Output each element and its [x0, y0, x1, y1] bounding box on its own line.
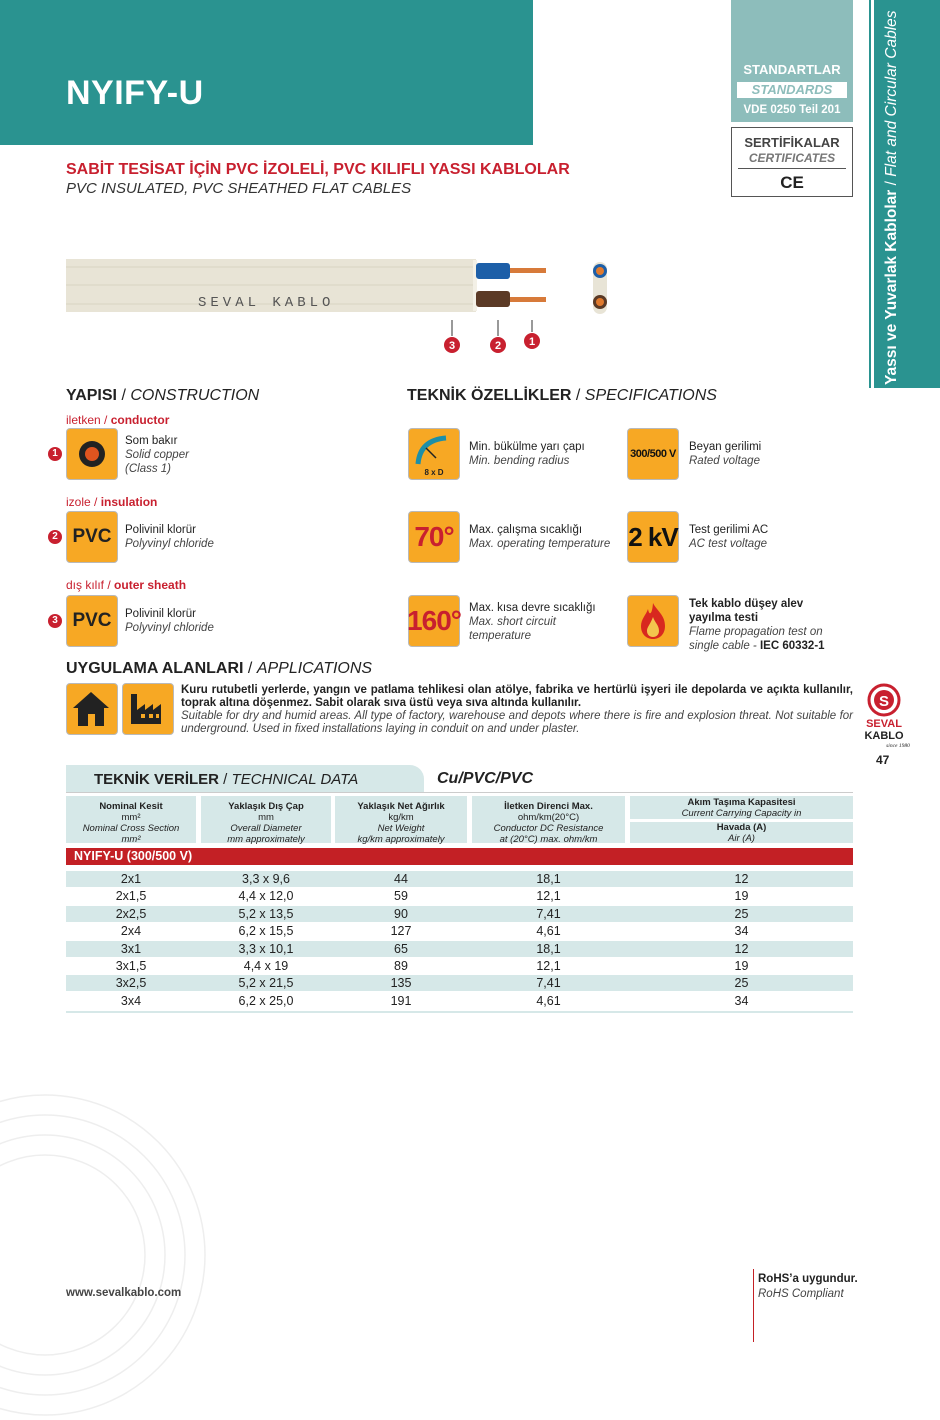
standards-label-en: STANDARDS: [737, 82, 847, 98]
subtitle-tr: SABİT TESİSAT İÇİN PVC İZOLELİ, PVC KILIFLI YASSI KABLOLAR: [66, 161, 570, 178]
conductor-label: iletken / conductor: [66, 413, 170, 427]
solid-copper-icon: [66, 428, 118, 480]
group-row: NYIFY-U (300/500 V): [66, 848, 853, 865]
header-diameter: Yaklaşık Dış Çap mm Overall Diameter mm approximately: [201, 796, 331, 843]
svg-text:KABLO: KABLO: [864, 730, 904, 742]
table-cell: 12: [734, 941, 749, 956]
construction-title: YAPISI / CONSTRUCTION: [66, 387, 260, 404]
header-cross-section: Nominal Kesit mm² Nominal Cross Section mm²: [66, 796, 196, 843]
watermark-logo: [0, 1090, 210, 1420]
table-cell: 12: [734, 872, 749, 886]
applications-text: Kuru rutubetli yerlerde, yangın ve patlama tehlikesi olan atölye, fabrika ve hertürlü işyeri ile depolarda ve açıkta kullanılır, toprak altına döşenmez. Sabit olarak sıva üstü veya sıva altında kullanılır. Suitable for dry and humid areas. All type of factory, warehouse and depots where there is fire and explosion threat. Not suitable for underground. Used in fixed installations laying in conduit on and under plaster.: [181, 684, 853, 735]
header-current-capacity: Akım Taşıma Kapasitesi Current Carrying Capacity in: [630, 796, 853, 819]
table-cell: 12,1: [536, 959, 561, 973]
table-cell: 3x2,5: [115, 976, 147, 991]
standards-box: [731, 0, 853, 122]
table-row: [66, 888, 853, 904]
header-weight: Yaklaşık Net Ağırlık kg/km Net Weight kg/km approximately: [335, 796, 467, 843]
cable-material: Cu/PVC/PVC: [437, 770, 534, 787]
pvc-icon: PVC: [66, 511, 118, 563]
svg-text:8 x D: 8 x D: [424, 468, 444, 477]
table-cell: 19: [734, 959, 749, 973]
insulation-label: izole / insulation: [66, 495, 158, 509]
certificates-label-en: CERTIFICATES: [748, 151, 836, 165]
table-cell: 4,4 x 19: [243, 959, 289, 973]
table-cell: 5,2 x 21,5: [238, 976, 294, 991]
website-url: www.sevalkablo.com: [66, 1287, 182, 1299]
test-voltage-icon: 2 kV: [627, 511, 679, 563]
conductor-description: Som bakır Solid copper (Class 1): [125, 435, 189, 475]
table-cell: 3,3 x 9,6: [242, 872, 290, 886]
insulation-description: Polivinil klorür Polyvinyl chloride: [125, 524, 214, 550]
table-cell: 4,61: [536, 924, 561, 939]
number-badge: 2: [48, 530, 62, 544]
table-cell: 5,2 x 13,5: [238, 906, 294, 921]
product-title: NYIFY-U: [66, 74, 204, 112]
table-cell: 2x1: [120, 872, 142, 886]
callout-3: 3: [448, 340, 456, 352]
bending-radius-icon: [408, 428, 460, 480]
table-cell: 89: [394, 959, 408, 973]
cable-callouts: [440, 318, 550, 358]
short-circuit-temperature-description: Max. kısa devre sıcaklığı Max. short circuit temperature: [469, 602, 596, 642]
table-row: [66, 941, 853, 957]
table-cell: 59: [394, 889, 408, 904]
table-cell: 34: [734, 993, 749, 1008]
table-row: [66, 871, 853, 887]
table-cell: 90: [394, 906, 408, 921]
house-icon: [66, 683, 118, 735]
short-circuit-temperature-icon: 160°: [408, 595, 460, 647]
certificates-label-tr: SERTİFİKALAR: [744, 135, 840, 150]
ce-mark-icon: CE: [780, 173, 804, 192]
standards-label-tr: STANDARTLAR: [743, 62, 841, 77]
specifications-title: TEKNİK ÖZELLİKLER / SPECIFICATIONS: [407, 387, 717, 404]
table-cell: 3x1: [120, 941, 142, 956]
table-row: [66, 923, 853, 939]
flame-test-description: Tek kablo düşey alev yayılma testi Flame propagation test on single cable - IEC 60332-1: [689, 598, 825, 652]
outer-sheath-description: Polivinil klorür Polyvinyl chloride: [125, 608, 214, 634]
cable-brand-text: SEVAL KABLO: [198, 295, 335, 311]
test-voltage-description: Test gerilimi AC AC test voltage: [689, 524, 769, 550]
svg-text:SEVAL: SEVAL: [866, 718, 902, 730]
callout-1: 1: [528, 336, 536, 348]
table-cell: 3x4: [120, 993, 142, 1008]
rohs-box: RoHS’a uygundur. RoHS Compliant: [753, 1269, 863, 1342]
side-tab-label: Yassı ve Yuvarlak Kablolar / Flat and Circular Cables: [883, 10, 900, 385]
callout-2: 2: [494, 340, 502, 352]
header-resistance: İletken Direnci Max. ohm/km(20°C) Conductor DC Resistance at (20°C) max. ohm/km: [472, 796, 625, 843]
table-cell: 127: [390, 924, 412, 939]
table-bottom-line: [66, 1011, 853, 1013]
standard-value: VDE 0250 Teil 201: [743, 104, 841, 116]
table-cell: 65: [394, 941, 408, 956]
table-cell: 34: [734, 924, 749, 939]
divider: [66, 792, 853, 793]
table-row: [66, 993, 853, 1009]
header-air-current: Havada (A) Air (A): [630, 822, 853, 843]
table-row: [66, 906, 853, 922]
outer-sheath-label: dış kılıf / outer sheath: [66, 578, 187, 592]
table-cell: 7,41: [536, 976, 561, 991]
pvc-icon: PVC: [66, 595, 118, 647]
divider: [738, 168, 846, 169]
table-cell: 4,61: [536, 993, 561, 1008]
table-cell: 6,2 x 25,0: [238, 993, 294, 1008]
number-badge: 1: [48, 447, 62, 461]
table-cell: 2x1,5: [115, 889, 147, 904]
table-cell: 135: [390, 976, 412, 991]
table-cell: 191: [390, 993, 412, 1008]
table-cell: 2x2,5: [115, 906, 147, 921]
operating-temperature-icon: 70°: [408, 511, 460, 563]
table-cell: 3x1,5: [115, 959, 147, 973]
operating-temperature-description: Max. çalışma sıcaklığı Max. operating temperature: [469, 524, 611, 550]
table-cell: 25: [734, 906, 749, 921]
table-cell: 12,1: [536, 889, 561, 904]
table-cell: 7,41: [536, 906, 561, 921]
flame-icon: [627, 595, 679, 647]
table-cell: 19: [734, 889, 749, 904]
svg-text:since 1980: since 1980: [886, 743, 910, 749]
bending-radius-description: Min. bükülme yarı çapı Min. bending radius: [469, 441, 585, 467]
table-cell: 18,1: [536, 941, 561, 956]
certificates-box: [731, 127, 853, 197]
subtitle-en: PVC INSULATED, PVC SHEATHED FLAT CABLES: [66, 180, 412, 197]
header-band: [0, 0, 533, 145]
applications-title: UYGULAMA ALANLARI / APPLICATIONS: [66, 660, 373, 677]
table-cell: 25: [734, 976, 749, 991]
table-cell: 6,2 x 15,5: [238, 924, 294, 939]
rated-voltage-icon: 300/500 V: [627, 428, 679, 480]
rated-voltage-description: Beyan gerilimi Rated voltage: [689, 441, 762, 467]
factory-icon: [122, 683, 174, 735]
svg-text:S: S: [878, 693, 890, 710]
number-badge: 3: [48, 614, 62, 628]
page-number: 47: [876, 753, 890, 767]
seval-kablo-logo: [858, 683, 918, 759]
technical-data-title: TEKNİK VERİLER / TECHNICAL DATA: [94, 771, 359, 788]
table-cell: 18,1: [536, 872, 561, 886]
table-cell: 3,3 x 10,1: [238, 941, 294, 956]
table-row: [66, 958, 853, 974]
table-cell: 4,4 x 12,0: [238, 889, 294, 904]
table-cell: 2x4: [120, 924, 142, 939]
table-row: [66, 975, 853, 991]
cable-illustration: [66, 258, 626, 318]
table-cell: 44: [394, 872, 408, 886]
